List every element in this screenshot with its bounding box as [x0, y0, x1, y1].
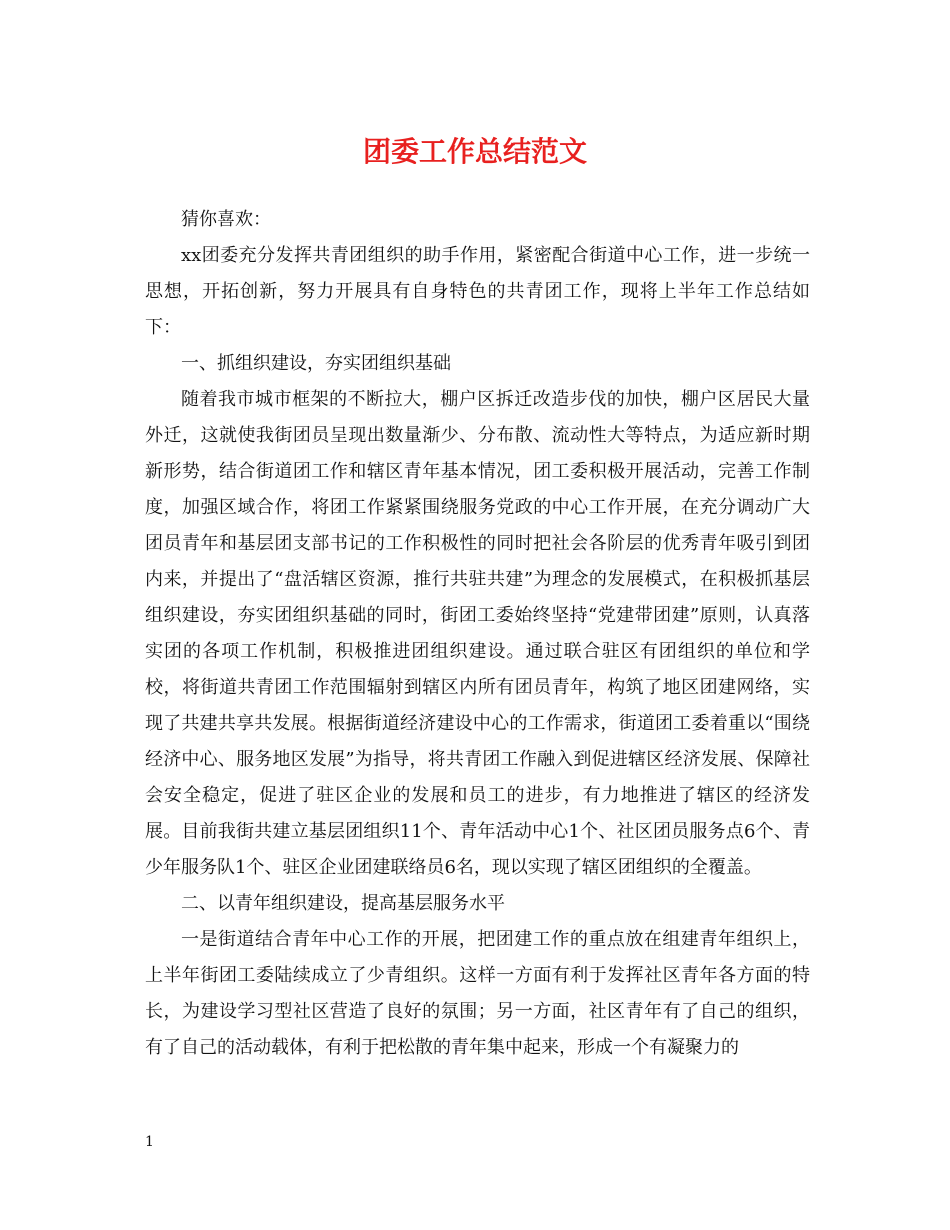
- paragraph-section-two: 一是街道结合青年中心工作的开展，把团建工作的重点放在组建青年组织上，上半年街团工委陆续成立了少青组织。这样一方面有利于发挥社区青年各方面的特长，为建设学习型社区营造了良好的氛围；另一方面，社区青年有了自己的组织，有了自己的活动载体，有利于把松散的青年集中起来，形成一个有凝聚力的: [145, 929, 810, 1058]
- paragraph-intro: 猜你喜欢：: [181, 209, 271, 230]
- document-title: 团委工作总结范文: [362, 135, 587, 168]
- paragraph-summary: xx团委充分发挥共青团组织的助手作用，紧密配合街道中心工作，进一步统一思想，开拓创新，努力开展具有自身特色的共青团工作，现将上半年工作总结如下：: [145, 245, 810, 338]
- document-body: [145, 202, 810, 1066]
- page-number: 1: [145, 1134, 154, 1150]
- section-heading-two: 二、以青年组织建设，提高基层服务水平: [181, 893, 505, 914]
- section-heading-one: 一、抓组织建设，夯实团组织基础: [181, 353, 451, 374]
- paragraph-section-one: 随着我市城市框架的不断拉大，棚户区拆迁改造步伐的加快，棚户区居民大量外迁，这就使我街团员呈现出数量渐少、分布散、流动性大等特点，为适应新时期新形势，结合街道团工作和辖区青年基本情况，团工委积极开展活动，完善工作制度，加强区域合作，将团工作紧紧围绕服务党政的中心工作开展，在充分调动广大团员青年和基层团支部书记的工作积极性的同时把社会各阶层的优秀青年吸引到团内来，并提出了“盘活辖区资源，推行共驻共建”为理念的发展模式，在积极抓基层组织建设，夯实团组织基础的同时，街团工委始终坚持“党建带团建”原则，认真落实团的各项工作机制，积极推进团组织建设。通过联合驻区有团组织的单位和学校，将街道共青团工作范围辐射到辖区内所有团员青年，构筑了地区团建网络，实现了共建共享共发展。根据街道经济建设中心的工作需求，街道团工委着重以“围绕经济中心、服务地区发展”为指导，将共青团工作融入到促进辖区经济发展、保障社会安全稳定，促进了驻区企业的发展和员工的进步，有力地推进了辖区的经济发展。目前我街共建立基层团组织11个、青年活动中心1个、社区团员服务点6个、青少年服务队1个、驻区企业团建联络员6名，现以实现了辖区团组织的全覆盖。: [145, 389, 810, 878]
